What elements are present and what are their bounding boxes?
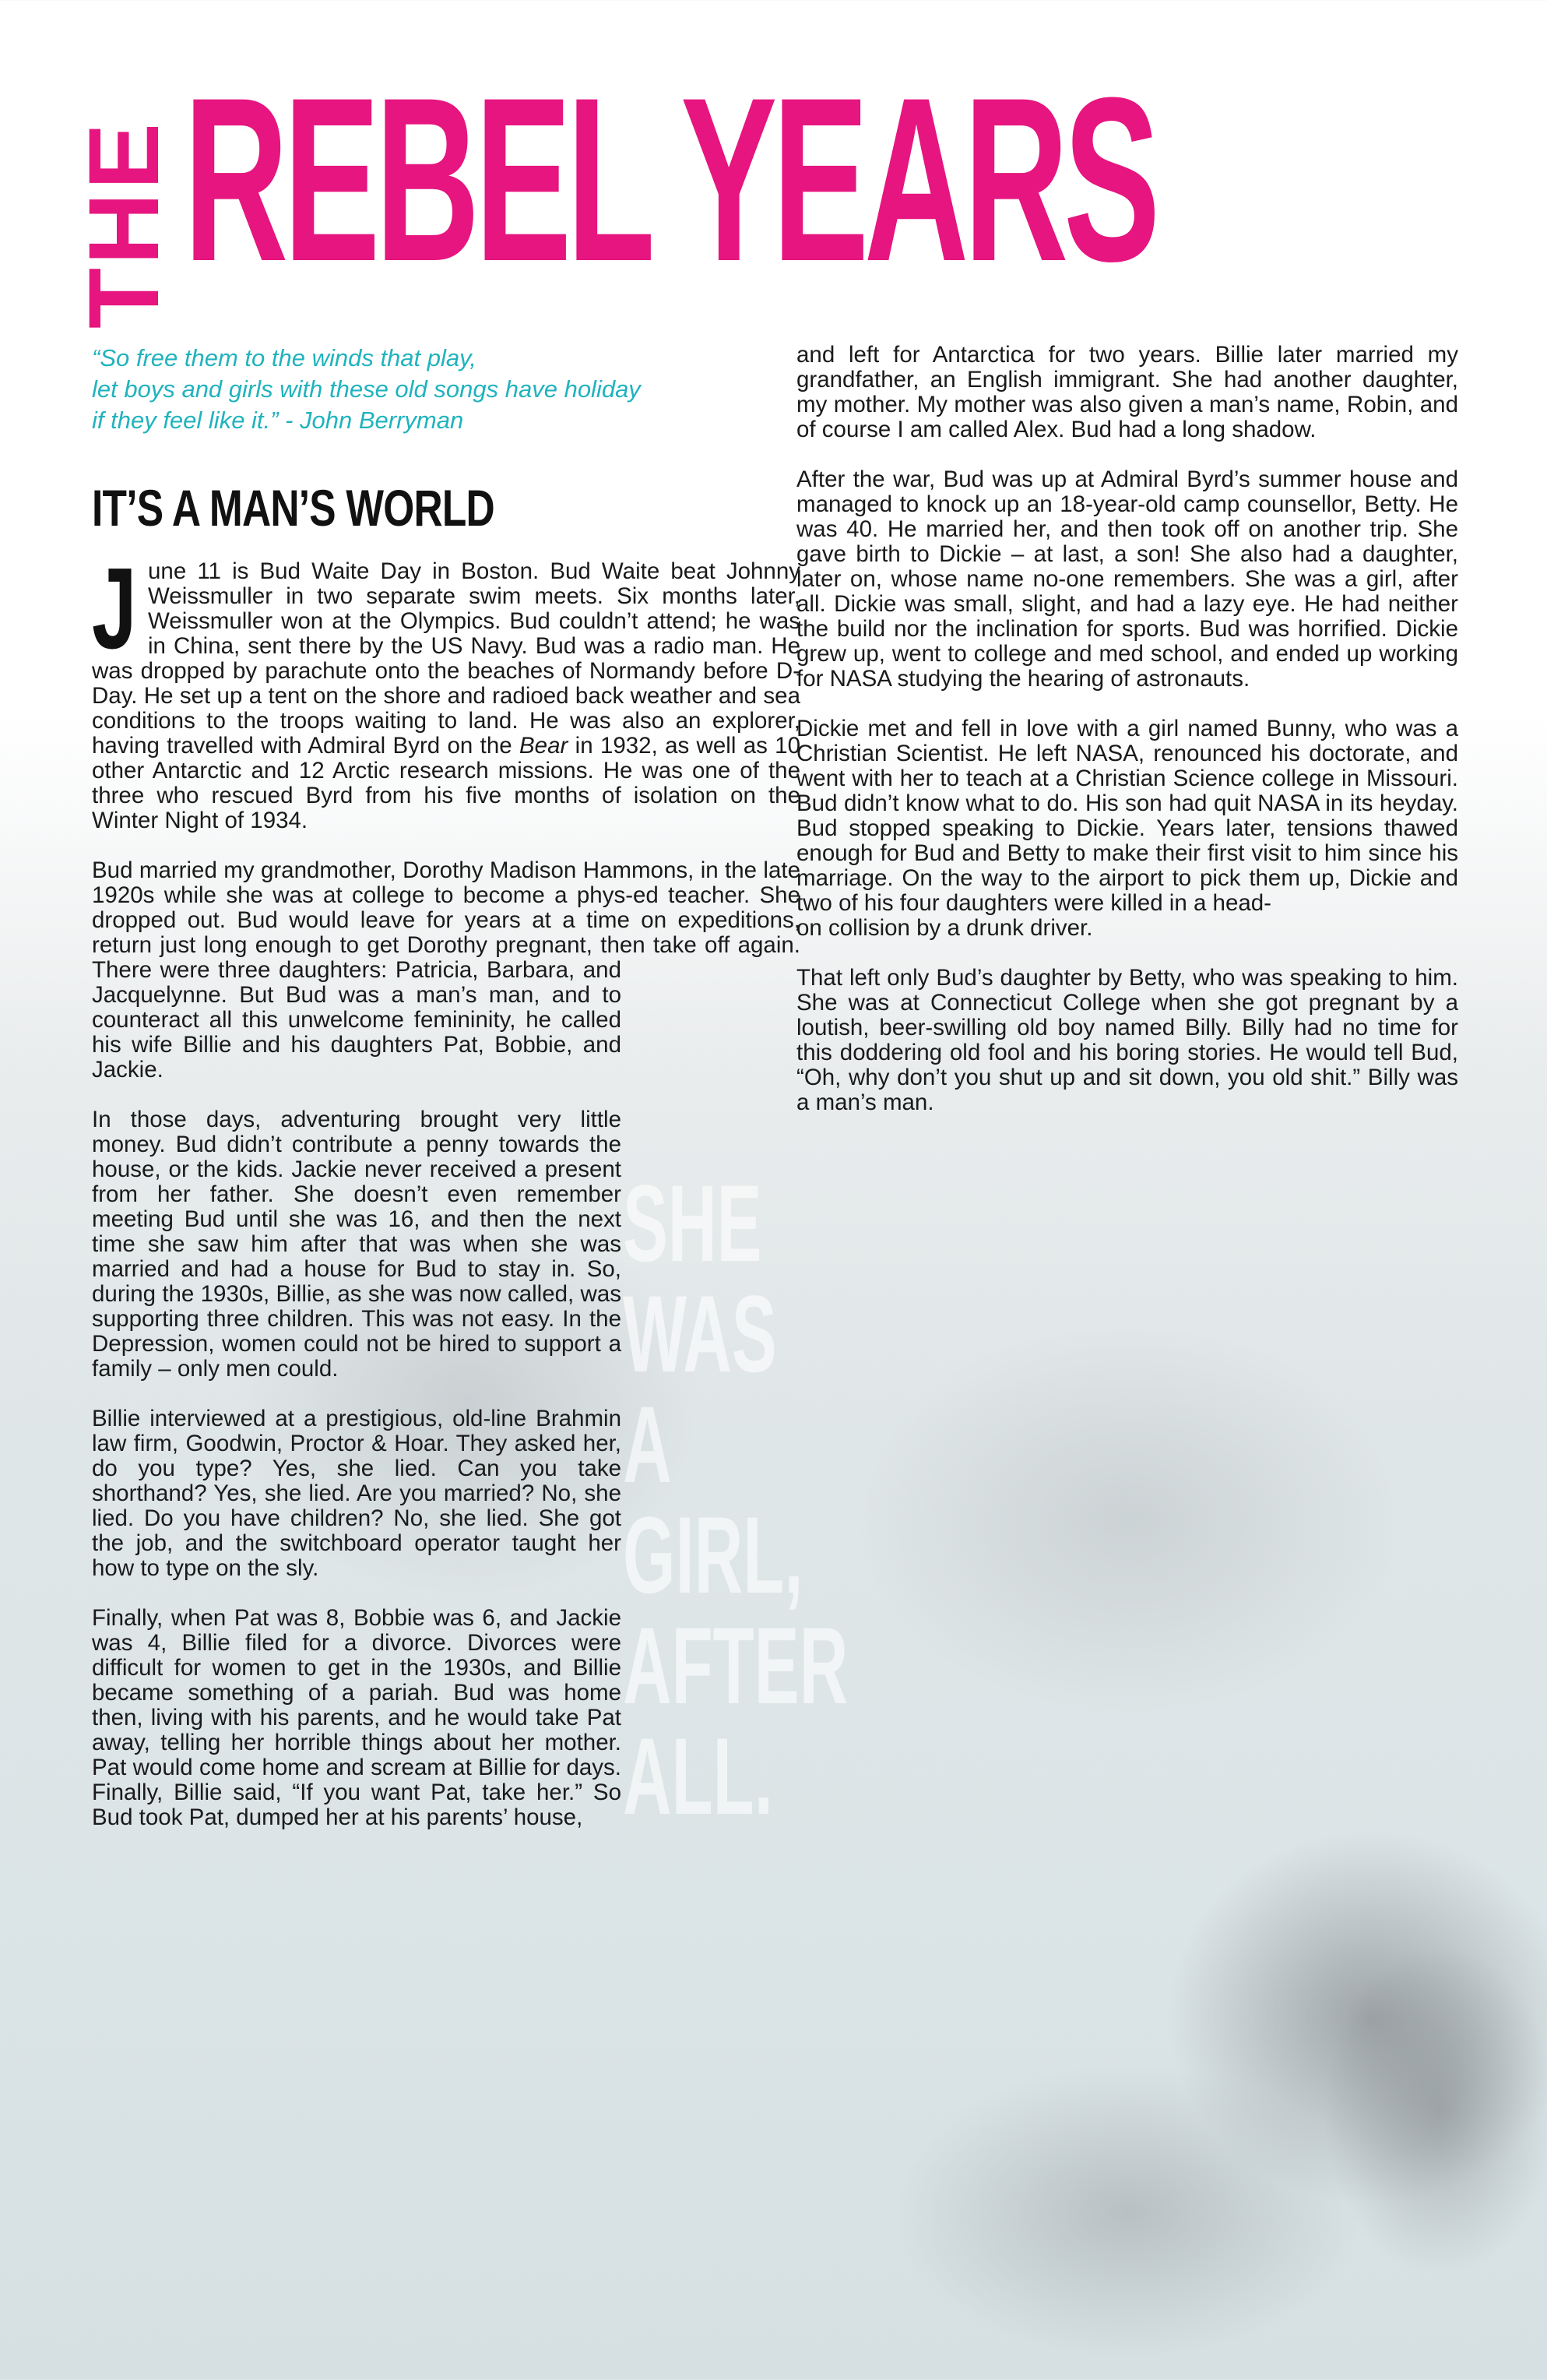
paragraph [92, 858, 800, 1083]
page-title: REBEL YEARS [184, 48, 1155, 310]
pull-quote: SHE WAS A GIRL, AFTER ALL. [623, 1162, 849, 1837]
paragraph: on collision by a drunk driver. [796, 915, 1093, 941]
paragraph-text: Bud married my grandmother, Dorothy Madison Hammons, in the late 1920s while she was at college to become a phys-ed teacher. She dropped out. Bud would leave for years at a time on expeditions, return just long [92, 857, 800, 958]
paragraph: Billie interviewed at a prestigious, old-line Brahmin law firm, Goodwin, Proctor & Hoar. They asked her, do you type? Yes, she lied. Can you take shorthand? Yes, she lied. Are you married? No, she lied. Do you have children? No, she lied. She got the job, and the switchboard operator taught her how to type on the sly. [92, 1406, 621, 1581]
paragraph [92, 544, 800, 833]
ink-stain [856, 1324, 1401, 1713]
epigraph-quote [92, 343, 777, 436]
ink-stain [895, 2064, 1362, 2360]
epigraph-line: let boys and girls with these old songs have holiday [92, 375, 641, 403]
paragraph-text: in 1932, as well as 10 other Antarctic and 12 Arctic research missions. He was one of the three who rescued Byrd from his five months of isolation on the Winter Night of 1934. [92, 733, 800, 833]
paragraph: and left for Antarctica for two years. Billie later married my grandfather, an English immigrant. She had another daughter, my mother. My mother was also given a man’s name, Robin, and of course I am called Alex. Bud had a long shadow. [796, 342, 1458, 442]
paragraph-text: une 11 is Bud Waite Day in Boston. Bud Waite beat Johnny Weissmuller in two separate swim meets. Six months later, Weissmuller won at the Olympics. Bud couldn’t attend; he was in China, sent there by the US Navy. Bud was a radio man. He was dropped by parachute onto the beaches of Normandy before D-Day. He set up a tent on the shore and radioed back weather and sea conditions to the troops waiting to land. He was also an explorer, having travelled with Admiral Byrd on the [92, 558, 800, 759]
paragraph-text: enough to get Dorothy pregnant, then take off again. There were three daughters: Patricia, Barbara, and Jacquelynne. But Bud was a man’s man, and to counteract all this unwelcome femininity, he called his wife Billie and his daughters Pat, Bobbie, and Jackie. [92, 932, 800, 1083]
paragraph: After the war, Bud was up at Admiral Byrd’s summer house and managed to knock up an 18-year-old camp counsellor, Betty. He was 40. He married her, and then took off on another trip. She gave birth to Dickie – at last, a son! She also had a daughter, later on, whose name no-one remembers. She was a girl, after all. Dickie was small, slight, and had a lazy eye. He had neither the build nor the inclination for sports. Bud was horrified. Dickie grew up, went to college and med school, and ended up working for NASA studying the hearing of astronauts. [796, 466, 1458, 692]
epigraph-line: “So free them to the winds that play, [92, 344, 476, 371]
paragraph: In those days, adventuring brought very little money. Bud didn’t contribute a penny towards the house, or the kids. Jackie never received a present from her father. She doesn’t even remember meeting Bud until she was 16, and then the next time she saw him after that was when she was married and had a house for Bud to stay in. So, during the 1930s, Billie, as she was now called, was supporting three children. This was not easy. In the Depression, women could not be hired to support a family – only men could. [92, 1107, 621, 1382]
paragraph-text: Dickie met and fell in love with a girl named Bunny, who was a Christian Scientist. He left NASA, renounced his doctorate, and went with her to teach at a Christian Science college in Missouri. Bud didn’t know what to do. His son had quit NASA in its heyday. Bud stopped speaking to Dickie. Years later, tensions thawed enough for Bud and Betty to make their first visit to him since his marriage. On the way to the airport to pick them up, Dickie and two of his four daughters were killed in a head- [796, 716, 1458, 916]
ship-name: Bear [519, 733, 568, 759]
paragraph: Finally, when Pat was 8, Bobbie was 6, and Jackie was 4, Billie filed for a divorce. Divorces were difficult for women to get in the 1930s, and Billie became something of a pariah. Bud was home then, living with his parents, and he would take Pat away, telling her horrible things about her mother. Pat would come home and scream at Billie for days. Finally, Billie said, “If you want Pat, take her.” So Bud took Pat, dumped her at his parents’ house, [92, 1605, 621, 1830]
epigraph-line: if they feel like it.” - John Berryman [92, 407, 464, 434]
paragraph: That left only Bud’s daughter by Betty, who was speaking to him. She was at Connecticut College when she got pregnant by a loutish, beer-swilling old boy named Billy. Billy had no time for this doddering old fool and his boring stories. He would tell Bud, “Oh, why don’t you shut up and sit down, you old shit.” Billy was a man’s man. [796, 965, 1458, 1115]
drop-cap: J [92, 544, 137, 673]
ink-stain [1324, 1947, 1547, 2274]
section-heading: IT’S A MAN’S WORLD [92, 479, 494, 537]
paragraph [796, 716, 1458, 916]
title-prefix: THE [69, 120, 180, 329]
right-column [796, 343, 1458, 1140]
ink-stain [1168, 1830, 1547, 2204]
